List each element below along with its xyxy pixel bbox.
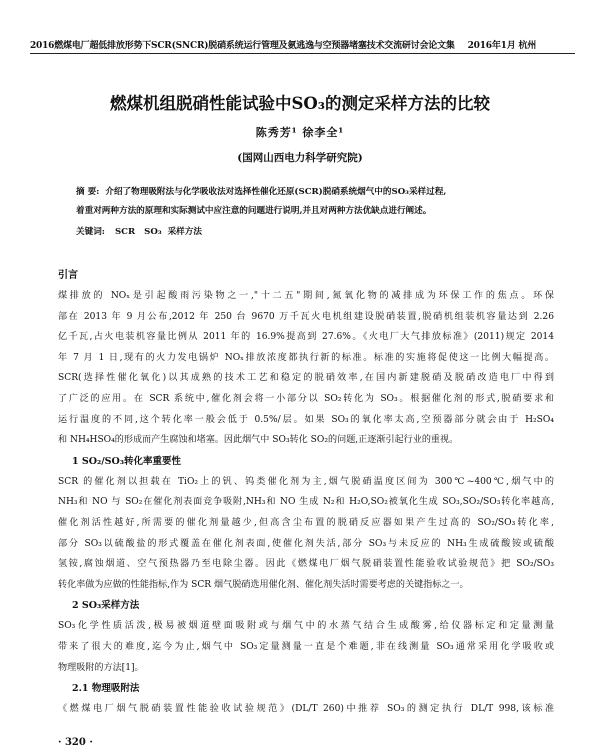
text-line: 部在 2013 年 9 月公布,2012 年 250 台 9670 万千瓦火电机组建设脱硝装置,脱硝机组装机容量达到 2.26 xyxy=(58,311,554,322)
header-date-location: 2016年1月 杭州 xyxy=(467,41,537,51)
section21-heading: 2.1 物理吸附法 xyxy=(72,683,140,695)
text-line: 转化率做为应做的性能指标,作为 SCR 烟气脱硝选用催化剂、催化剂失活时需要考虑的关键指标之一。 xyxy=(58,579,469,590)
section2-heading: 2 SO₃采样方法 xyxy=(72,600,140,612)
running-title: 2016燃煤电厂超低排放形势下SCR(SNCR)脱硝系统运行管理及氨逃逸与空预器堵塞技术交流研讨会论文集 xyxy=(30,41,455,51)
text-line: 催化剂活性越好,所需要的催化剂量越少,但高含尘布置的脱硝反应器如果产生过高的 SO₂/SO₃转化率, xyxy=(58,517,554,528)
header-rule xyxy=(30,53,575,54)
intro-paragraph xyxy=(58,286,554,451)
intro-heading: 引言 xyxy=(58,270,78,281)
abstract-line: 着重对两种方法的原理和实际测试中应注意的问题进行说明,并且对两种方法优缺点进行阐述。 xyxy=(76,206,432,216)
section21-paragraph xyxy=(58,699,554,720)
section1-heading: 1 SO₂/SO₃转化率重要性 xyxy=(72,455,181,467)
text-line: 部分 SO₃以硫酸盐的形式覆盖在催化剂表面,使催化剂失活,部分 SO₃与未反应的 NH₃生成硫酸铵或硫酸 xyxy=(58,538,554,549)
keywords xyxy=(76,225,544,237)
text-line: SO₃化学性质活泼,极易被烟道壁面吸附或与烟气中的水蒸气结合生成酸雾,给仪器标定和定量测量 xyxy=(58,621,554,632)
text-line: 亿千瓦,占火电装机容量比例从 2011 年的 16.9%提高到 27.6%。《火电厂大气排放标准》(2011)规定 2014 xyxy=(58,332,554,343)
text-line: 了广泛的应用。在 SCR 系统中,催化剂会将一小部分以 SO₂转化为 SO₃。根据催化剂的形式,脱硝要求和 xyxy=(58,393,554,404)
section2-paragraph xyxy=(58,616,554,678)
text-line: 氢铵,腐蚀烟道、空气预热器乃至电除尘器。因此《燃煤电厂烟气脱硝装置性能验收试验规范》把 SO₂/SO₃ xyxy=(58,559,554,570)
abstract xyxy=(76,183,544,221)
abstract-label: 摘 要: xyxy=(76,187,100,197)
section1-paragraph xyxy=(58,472,554,596)
affiliation: (国网山西电力科学研究院) xyxy=(237,152,363,164)
text-line: 煤排放的 NOₓ是引起酸雨污染物之一,"十二五"期间,氮氧化物的减排成为环保工作的焦点。环保 xyxy=(58,291,554,301)
text-line: SCR 的催化剂以担载在 TiO₂上的钒、钨类催化剂为主,烟气脱硝温度区间为 300℃~400℃,烟气中的 xyxy=(58,476,554,487)
text-line: 年 7 月 1 日,现有的火力发电锅炉 NOₓ排放浓度都执行新的标准。标准的实施将促使这一比例大幅提高。 xyxy=(58,352,554,363)
text-line: 带来了很大的难度,迄今为止,烟气中 SO₃定量测量一直是个难题,非在线测量 SO₃通常采用化学吸收或 xyxy=(58,641,554,652)
text-line: SCR(选择性催化氧化)以其成熟的技术工艺和稳定的脱硝效率,在国内新建脱硝及脱硝改造电厂中得到 xyxy=(58,373,554,384)
authors: 陈秀芳¹ 徐李全¹ xyxy=(255,126,345,139)
keywords-label: 关键词: xyxy=(76,227,105,237)
text-line: NH₃和 NO 与 SO₂在催化剂表面竞争吸附,NH₃和 NO 生成 N₂和 H₂O,SO₂被氧化生成 SO₃,SO₂/SO₃转化率越高, xyxy=(58,497,554,508)
paper-title: 燃煤机组脱硝性能试验中SO₃的测定采样方法的比较 xyxy=(109,94,490,113)
text-line: 物理吸附的方法[1]。 xyxy=(58,662,144,673)
text-line: 和 NH₄HSO₄的形成而产生腐蚀和堵塞。因此烟气中 SO₃转化 SO₂的问题,正逐渐引起行业的重视。 xyxy=(58,435,459,446)
page-number: · 320 · xyxy=(58,737,93,748)
body-text xyxy=(58,265,554,720)
running-header xyxy=(30,38,575,51)
keywords-text: SCR SO₃ 采样方法 xyxy=(114,227,202,237)
abstract-line: 介绍了物理吸附法与化学吸收法对选择性催化还原(SCR)脱硝系统烟气中的SO₃采样过程, xyxy=(105,187,447,197)
text-line: 运行温度的不同,这个转化率一般会低于 0.5%/层。如果 SO₃的氧化率太高,空预器部分就会由于 H₂SO₄ xyxy=(58,414,554,425)
text-line: 《燃煤电厂烟气脱硝装置性能验收试验规范》(DL/T 260)中推荐 SO₃的测定执行 DL/T 998,该标准 xyxy=(58,704,554,715)
